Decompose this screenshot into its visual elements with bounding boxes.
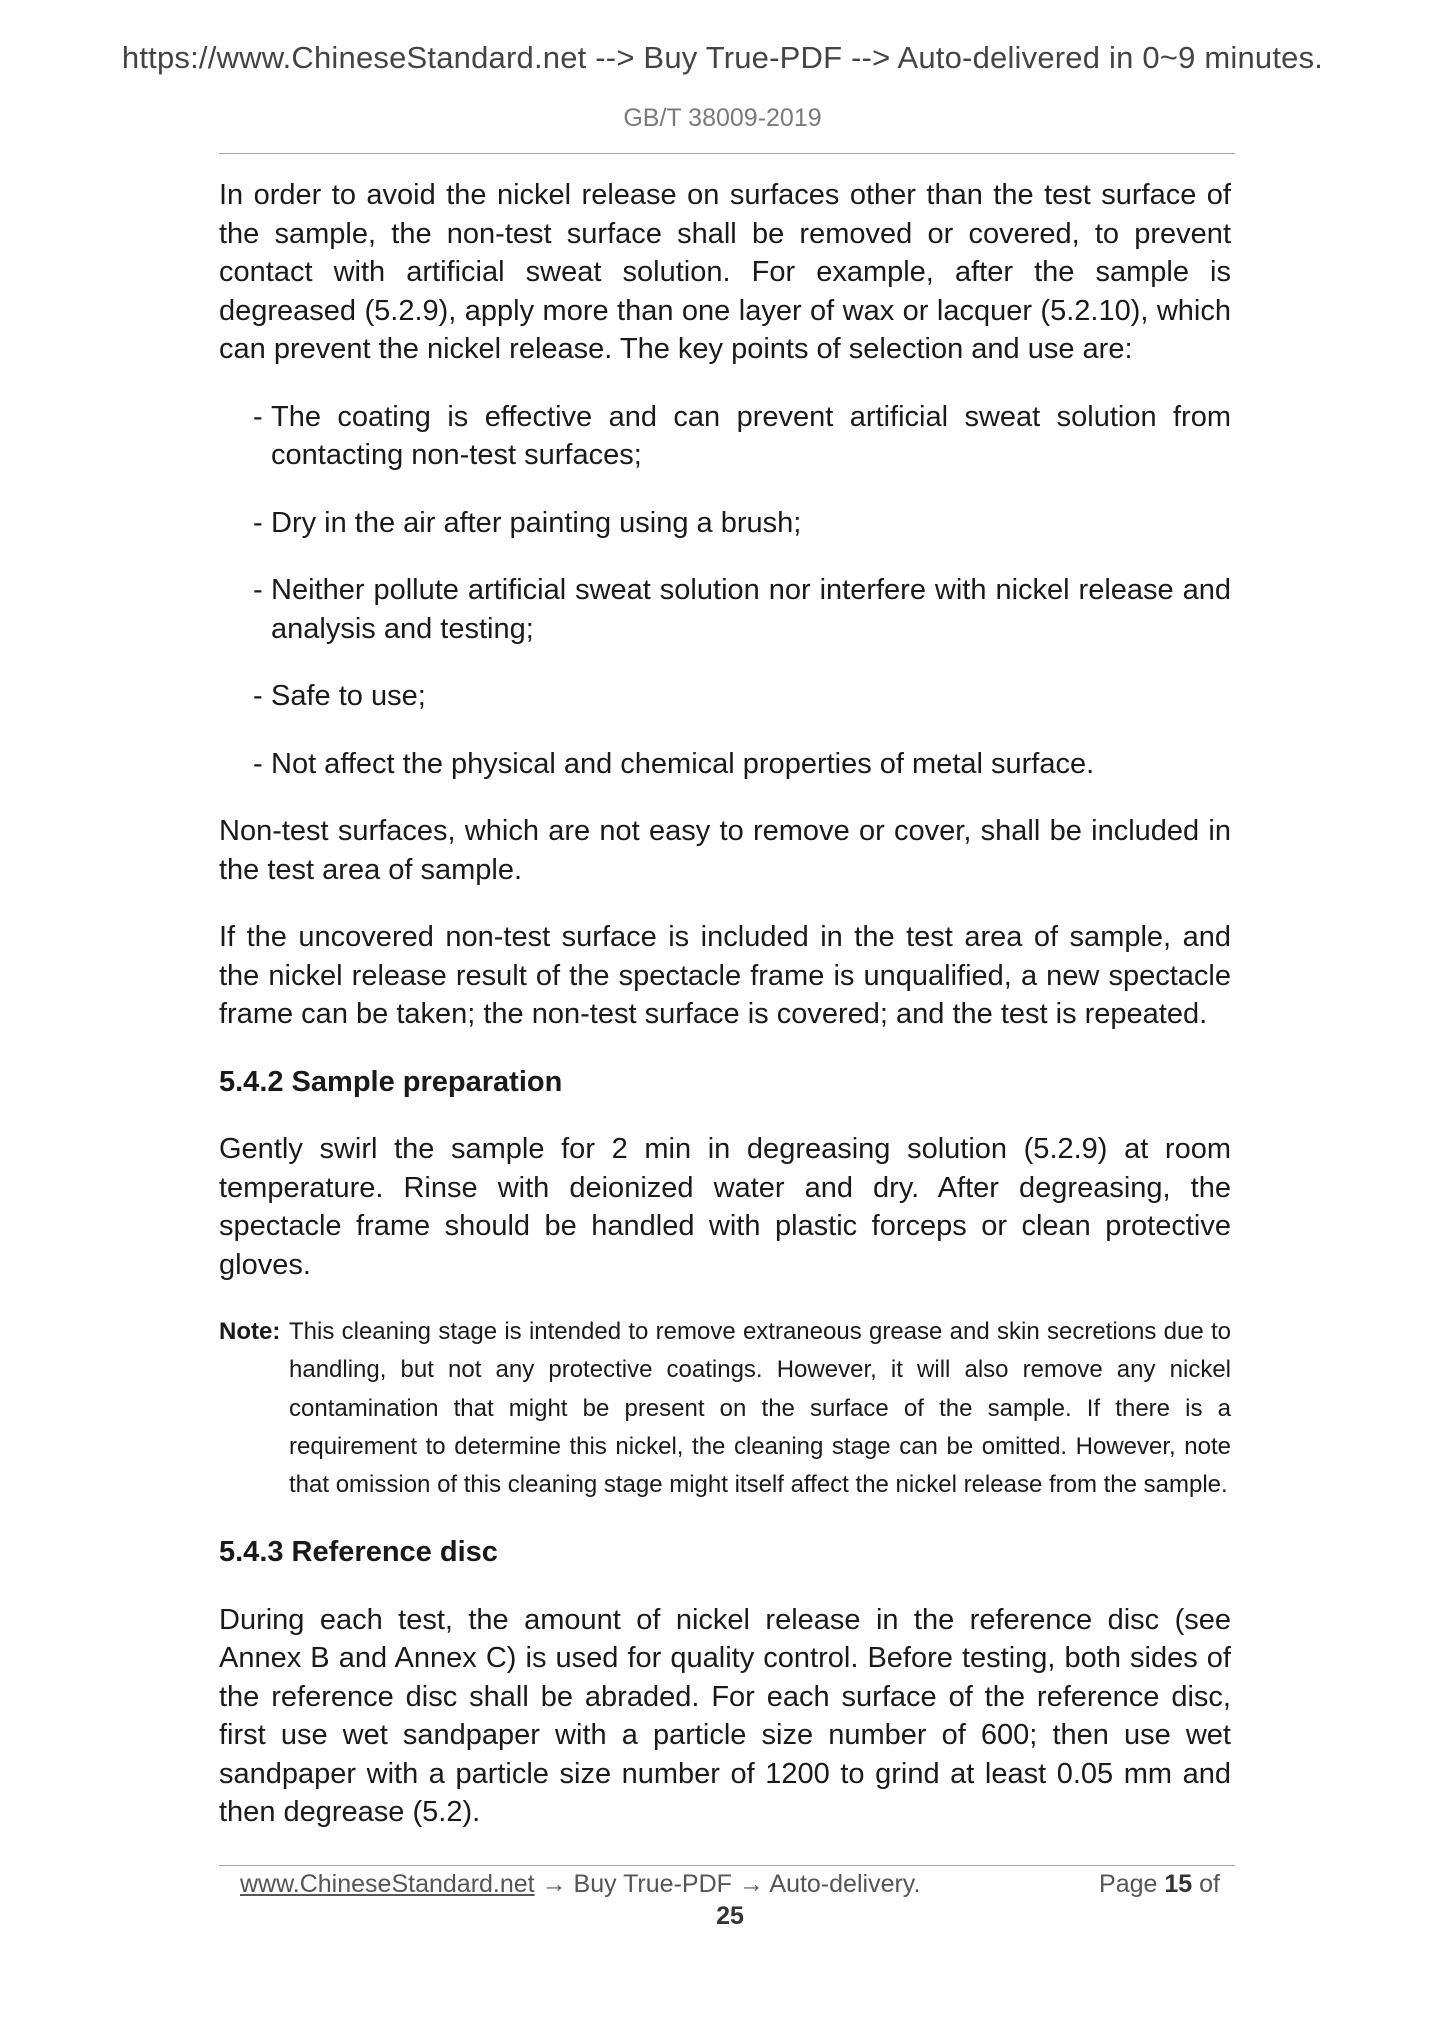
paragraph-uncovered-surface: If the uncovered non-test surface is included in the test area of sample, and the nickel release result of the spectacle frame is unqualified, a new spectacle frame can be taken; the non-test surface is covered; and the test is repeated. <box>219 921 1231 1030</box>
footer-line <box>240 1870 1220 1902</box>
list-item-text: Neither pollute artificial sweat solution nor interfere with nickel release and analysis and testing; <box>271 574 1231 645</box>
list-dash: - <box>253 680 263 712</box>
list-item-text: Safe to use; <box>271 680 426 712</box>
top-banner: https://www.ChineseStandard.net --> Buy True-PDF --> Auto-delivered in 0~9 minutes. <box>121 40 1324 75</box>
note-block <box>219 1313 1231 1504</box>
list-dash: - <box>253 400 263 433</box>
list-item <box>253 745 1231 784</box>
page-indicator <box>1099 1870 1220 1899</box>
list-dash: - <box>253 506 263 539</box>
list-item <box>253 571 1231 648</box>
note-label: Note: <box>219 1318 281 1345</box>
paragraph-intro: In order to avoid the nickel release on surfaces other than the test surface of the sample, the non-test surface shall be removed or covered, to prevent contact with artificial sweat solution. For example, after the sample is degreased (5.2.9), apply more than one layer of wax or lacquer (5.2.10), which can prevent the nickel release. The key points of selection and use are: <box>219 179 1231 365</box>
page-number: 15 <box>1164 1870 1193 1898</box>
footer-divider <box>219 1865 1235 1866</box>
list-item-text: The coating is effective and can prevent artificial sweat solution from contacting non-test surfaces; <box>271 400 1231 471</box>
paragraph-non-test-surfaces: Non-test surfaces, which are not easy to remove or cover, shall be included in the test area of sample. <box>219 815 1231 886</box>
note-text: This cleaning stage is intended to remove extraneous grease and skin secretions due to handling, but not any protective coatings. However, it will also remove any nickel contamination that might be present on the surface of the sample. If there is a requirement to determine this nickel, the cleaning stage can be omitted. However, note that omission of this cleaning stage might itself affect the nickel release from the sample. <box>289 1318 1231 1499</box>
list-item-text: Not affect the physical and chemical properties of metal surface. <box>271 747 1095 780</box>
header-divider <box>219 153 1235 154</box>
footer-tagline: → Buy True-PDF → Auto-delivery. <box>534 1870 921 1898</box>
list-dash: - <box>253 747 263 780</box>
paragraph-sample-preparation: Gently swirl the sample for 2 min in degreasing solution (5.2.9) at room temperature. Rinse with deionized water and dry. After degreasing, the spectacle frame should be handled with plastic forceps or clean protective gloves. <box>219 1133 1231 1281</box>
coating-requirements-list <box>219 398 1231 784</box>
section-heading-sample-preparation: 5.4.2 Sample preparation <box>219 1065 563 1098</box>
section-heading-reference-disc: 5.4.3 Reference disc <box>219 1536 498 1569</box>
list-item <box>253 677 1231 716</box>
document-body <box>219 176 1231 1861</box>
paragraph-reference-disc: During each test, the amount of nickel release in the reference disc (see Annex B and Annex C) is used for quality control. Before testing, both sides of the reference disc shall be abraded. For each surface of the reference disc, first use wet sandpaper with a particle size number of 600; then use wet sandpaper with a particle size number of 1200 to grind at least 0.05 mm and then degrease (5.2). <box>219 1603 1231 1829</box>
footer-site-link[interactable]: www.ChineseStandard.net <box>240 1870 535 1898</box>
page-of-label: of <box>1199 1870 1220 1898</box>
list-item <box>253 398 1231 475</box>
list-item-text: Dry in the air after painting using a brush; <box>271 506 802 539</box>
list-item <box>253 504 1231 543</box>
page-footer <box>240 1870 1220 1931</box>
document-id: GB/T 38009-2019 <box>623 104 822 132</box>
list-dash: - <box>253 574 263 606</box>
page-total: 25 <box>716 1902 744 1930</box>
page-label: Page <box>1099 1870 1158 1898</box>
